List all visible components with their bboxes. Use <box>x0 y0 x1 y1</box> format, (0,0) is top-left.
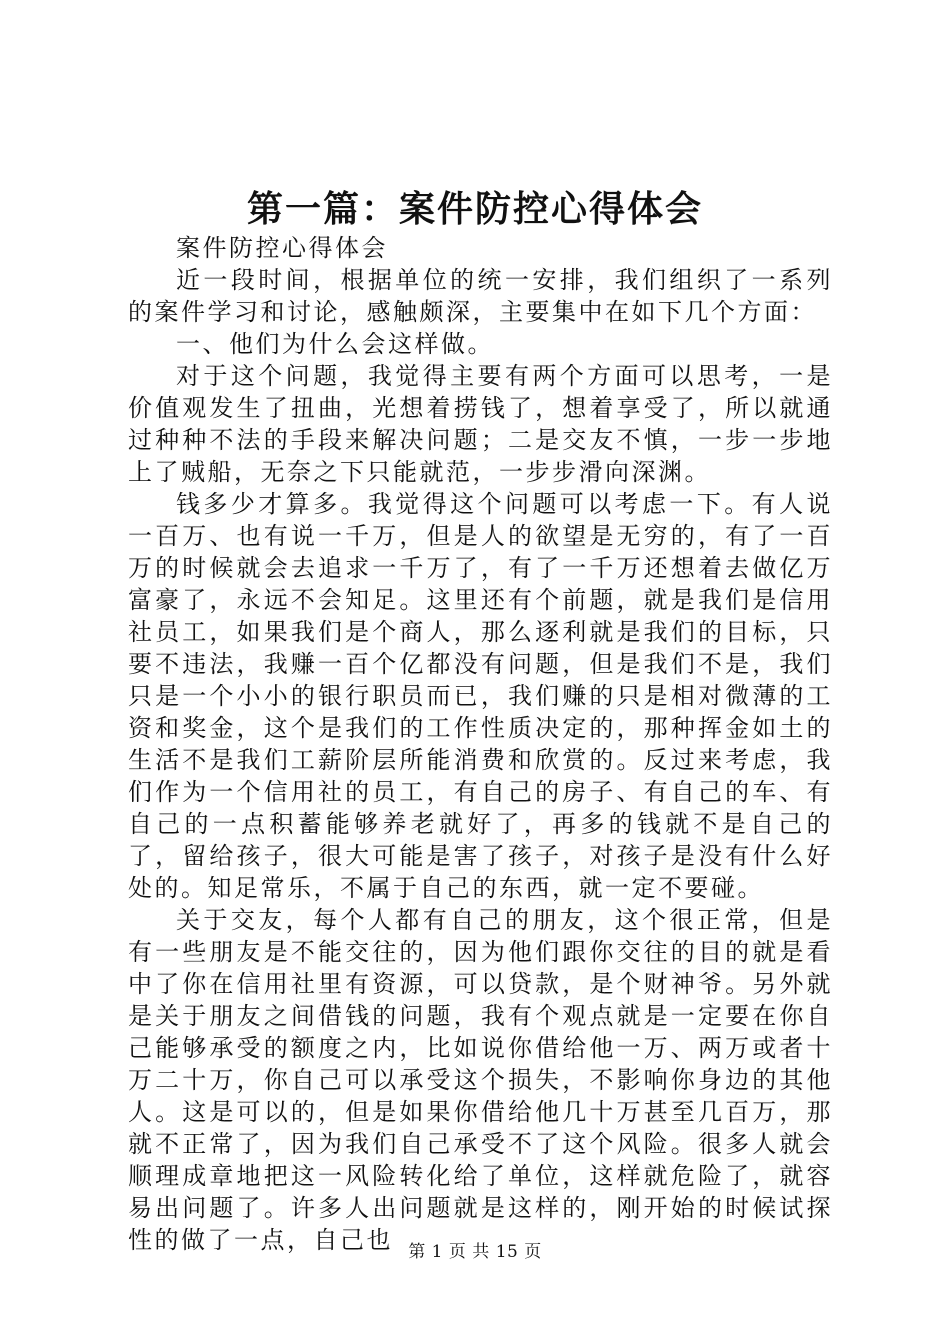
document-title: 第一篇：案件防控心得体会 <box>246 188 703 230</box>
document-body <box>128 232 833 1256</box>
paragraph-reasons: 对于这个问题，我觉得主要有两个方面可以思考，一是价值观发生了扭曲，光想着捞钱了，想着享受了，所以就通过种种不法的手段来解决问题；二是交友不慎，一步一步地上了贼船，无奈之下只能就范，一步步滑向深渊。 <box>128 362 833 486</box>
paragraph-money: 钱多少才算多。我觉得这个问题可以考虑一下。有人说一百万、也有说一千万，但是人的欲望是无穷的，有了一百万的时候就会去追求一千万了，有了一千万还想着去做亿万富豪了，永远不会知足。这里还有个前题，就是我们是信用社员工，如果我们是个商人，那么逐利就是我们的目标，只要不违法，我赚一百个亿都没有问题，但是我们不是，我们只是一个小小的银行职员而已，我们赚的只是相对微薄的工资和奖金，这个是我们的工作性质决定的，那种挥金如土的生活不是我们工薪阶层所能消费和欣赏的。反过来考虑，我们作为一个信用社的员工，有自己的房子、有自己的车、有自己的一点积蓄能够养老就好了，再多的钱就不是自己的了，留给孩子，很大可能是害了孩子，对孩子是没有什么好处的。知足常乐，不属于自己的东西，就一定不要碰。 <box>128 490 833 902</box>
paragraph-subtitle: 案件防控心得体会 <box>176 234 388 262</box>
paragraph-intro: 近一段时间，根据单位的统一安排，我们组织了一系列的案件学习和讨论，感触颇深，主要集中在如下几个方面： <box>128 266 833 326</box>
paragraph-heading-1: 一、他们为什么会这样做。 <box>176 330 494 358</box>
page-footer: 第 1 页 共 15 页 <box>408 1242 542 1262</box>
paragraph-friends: 关于交友，每个人都有自己的朋友，这个很正常，但是有一些朋友是不能交往的，因为他们跟你交往的目的就是看中了你在信用社里有资源，可以贷款，是个财神爷。另外就是关于朋友之间借钱的问题，我有个观点就是一定要在你自己能够承受的额度之内，比如说你借给他一万、两万或者十万二十万，你自己可以承受这个损失，不影响你身边的其他人。这是可以的，但是如果你借给他几十万甚至几百万，那就不正常了，因为我们自己承受不了这个风险。很多人就会顺理成章地把这一风险转化给了单位，这样就危险了，就容易出问题了。许多人出问题就是这样的，刚开始的时候试探性的做了一点，自己也 <box>128 906 833 1254</box>
